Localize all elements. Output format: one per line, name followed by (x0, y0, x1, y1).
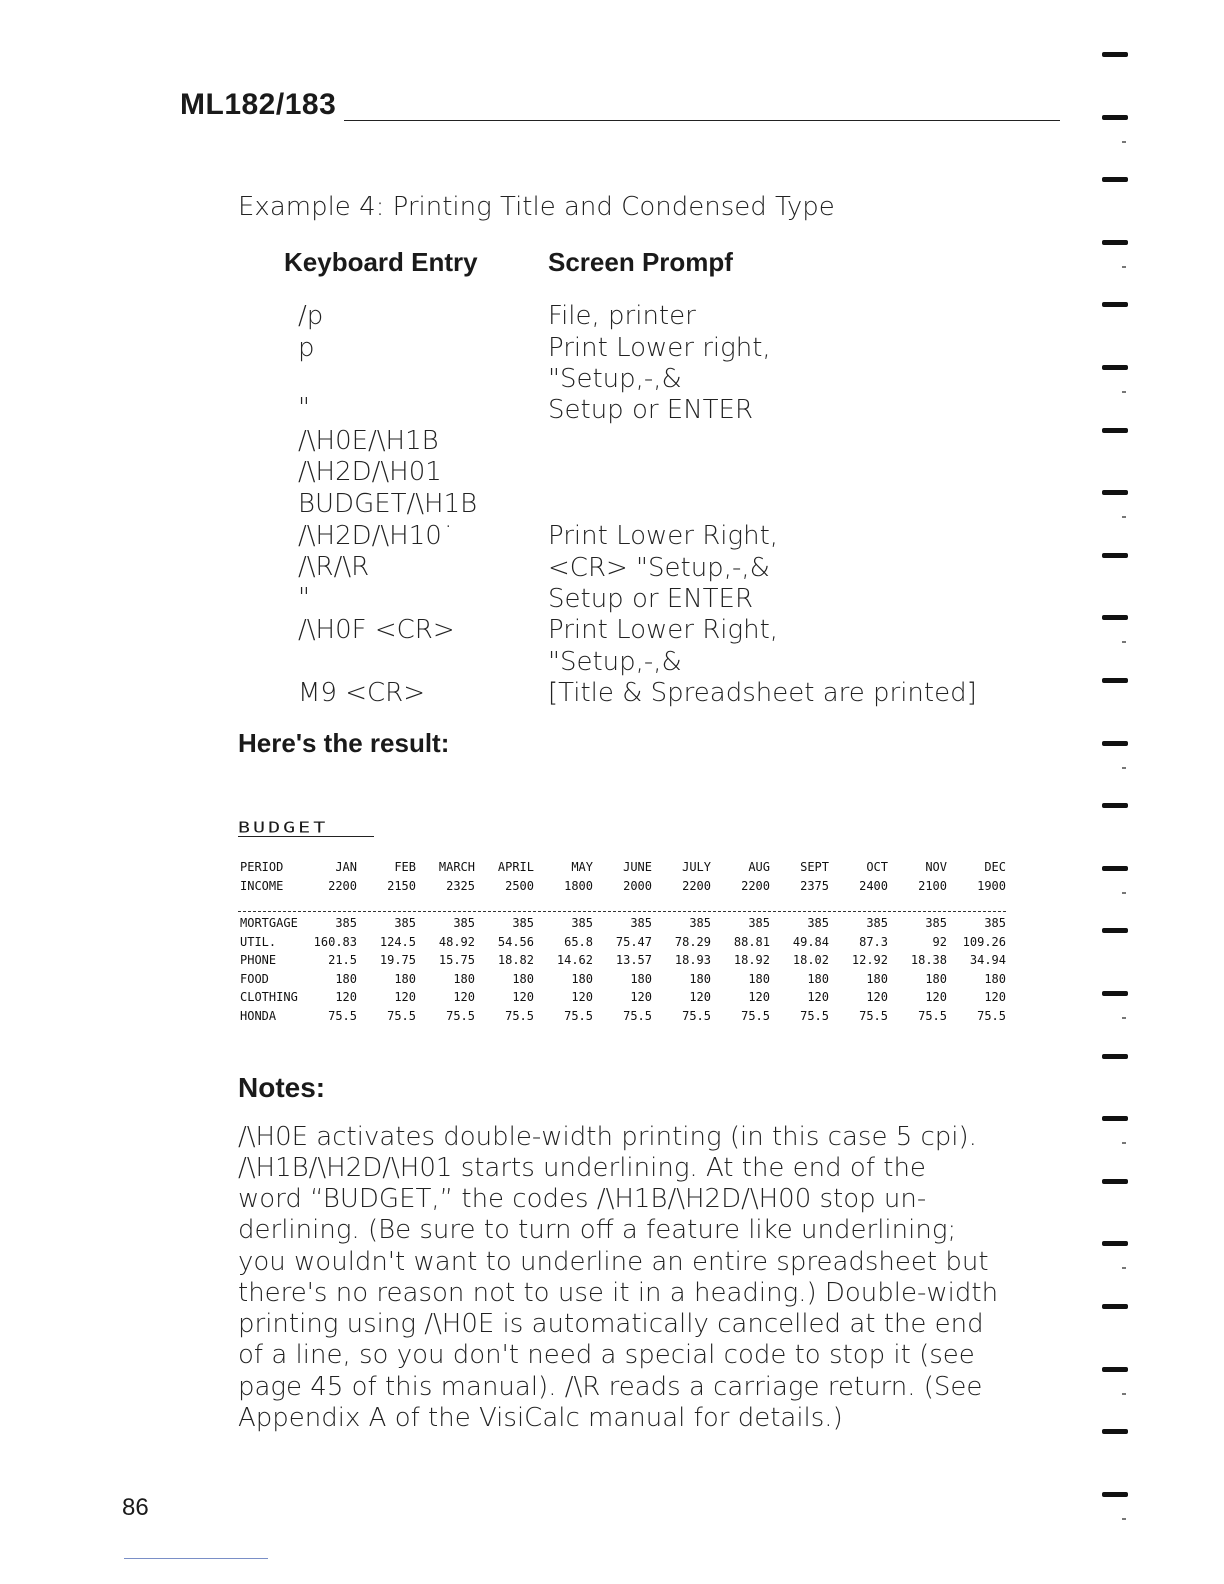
sheet-cell: 180 (453, 972, 475, 986)
sheet-cell: JULY (682, 860, 711, 874)
edge-mark (1102, 928, 1128, 933)
edge-dot (1122, 391, 1126, 393)
screen-prompt: "Setup,-,& (548, 364, 682, 394)
screen-prompt: <CR> "Setup,-,& (548, 553, 770, 583)
edge-mark (1102, 490, 1128, 495)
sheet-cell: 92 (932, 935, 947, 949)
sheet-cell: 2200 (682, 879, 711, 893)
keyboard-entry: /\R/\R (298, 552, 370, 582)
keyboard-entry: /\H2D/\H10˙ (298, 521, 455, 551)
sheet-cell: MARCH (438, 860, 475, 874)
sheet-cell: 385 (512, 916, 534, 930)
sheet-cell: 2500 (505, 879, 534, 893)
sheet-cell: 75.5 (387, 1009, 416, 1023)
edge-mark (1102, 115, 1128, 120)
sheet-cell: 49.84 (792, 935, 829, 949)
edge-dot (1122, 1017, 1126, 1019)
edge-dot (1122, 266, 1126, 268)
edge-mark (1102, 678, 1128, 683)
edge-mark (1102, 52, 1128, 57)
edge-dot (1122, 141, 1126, 143)
sheet-cell: 2325 (446, 879, 475, 893)
sheet-cell: 75.5 (564, 1009, 593, 1023)
edge-mark (1102, 991, 1128, 996)
sheet-cell: 1800 (564, 879, 593, 893)
sheet-cell: APRIL (497, 860, 534, 874)
edge-dot (1122, 1142, 1126, 1144)
sheet-cell: 18.02 (792, 953, 829, 967)
sheet-row-label: HONDA (240, 1009, 277, 1023)
sheet-cell: 120 (748, 990, 770, 1004)
sheet-row-label: MORTGAGE (240, 916, 298, 930)
screen-prompt: Print Lower Right, (548, 615, 779, 645)
notes-line: /\H1B/\H2D/\H01 starts underlining. At the end of the (238, 1153, 926, 1183)
sheet-cell: 180 (630, 972, 652, 986)
edge-mark (1102, 365, 1128, 370)
sheet-cell: 2150 (387, 879, 416, 893)
sheet-cell: 120 (335, 990, 357, 1004)
sheet-cell: 2100 (918, 879, 947, 893)
edge-dot (1122, 767, 1126, 769)
notes-line: you wouldn't want to underline an entire spreadsheet but (238, 1247, 989, 1277)
sheet-cell: OCT (866, 860, 888, 874)
edge-mark (1102, 615, 1128, 620)
sheet-row-label: UTIL. (240, 935, 277, 949)
result-label: Here's the result: (238, 728, 450, 758)
sheet-cell: 385 (335, 916, 357, 930)
edge-dot (1122, 1518, 1126, 1520)
sheet-cell: 120 (453, 990, 475, 1004)
edge-dot (1122, 1393, 1126, 1395)
notes-line: of a line, so you don't need a special code to stop it (see (238, 1340, 975, 1370)
footer-rule (124, 1558, 268, 1559)
sheet-row-label: CLOTHING (240, 990, 298, 1004)
notes-line: Appendix A of the VisiCalc manual for details.) (238, 1403, 843, 1433)
sheet-cell: 21.5 (328, 953, 357, 967)
running-header (180, 88, 1060, 128)
sheet-cell: DEC (984, 860, 1006, 874)
screen-prompt: "Setup,-,& (548, 647, 682, 677)
edge-mark (1102, 302, 1128, 307)
edge-mark (1102, 428, 1128, 433)
screen-prompt-heading: Screen Prompf (548, 247, 733, 277)
sheet-cell: 75.5 (328, 1009, 357, 1023)
sheet-cell: 385 (453, 916, 475, 930)
sheet-cell: 75.5 (505, 1009, 534, 1023)
sheet-cell: 180 (689, 972, 711, 986)
sheet-cell: NOV (925, 860, 947, 874)
sheet-cell: 120 (512, 990, 534, 1004)
keyboard-entry: " (298, 393, 310, 423)
header-rule (344, 120, 1060, 121)
sheet-cell: 385 (984, 916, 1006, 930)
sheet-cell: 54.56 (497, 935, 534, 949)
sheet-cell: 18.92 (733, 953, 770, 967)
sheet-cell: FEB (394, 860, 416, 874)
sheet-cell: 385 (394, 916, 416, 930)
sheet-cell: 385 (571, 916, 593, 930)
screen-prompt: [Title & Spreadsheet are printed] (548, 678, 977, 708)
keyboard-entry: M9 <CR> (298, 678, 426, 708)
sheet-cell: JUNE (623, 860, 652, 874)
sheet-cell: 19.75 (379, 953, 416, 967)
sheet-cell: 120 (394, 990, 416, 1004)
sheet-cell: 75.47 (615, 935, 652, 949)
notes-line: derlining. (Be sure to turn off a feature like underlining; (238, 1215, 957, 1245)
sheet-cell: 385 (689, 916, 711, 930)
sheet-cell: 18.82 (497, 953, 534, 967)
keyboard-entry: /\H2D/\H01 (298, 457, 442, 487)
sheet-row-label: PERIOD (240, 860, 284, 874)
printout-title: BUDGET (238, 818, 329, 836)
sheet-row-label: PHONE (240, 953, 277, 967)
edge-mark (1102, 1241, 1128, 1246)
sheet-cell: 120 (984, 990, 1006, 1004)
sheet-cell: 13.57 (615, 953, 652, 967)
sheet-cell: 88.81 (733, 935, 770, 949)
edge-mark (1102, 866, 1128, 871)
edge-dot (1122, 641, 1126, 643)
keyboard-entry: BUDGET/\H1B (298, 489, 478, 519)
sheet-cell: 120 (689, 990, 711, 1004)
keyboard-entry: /p (298, 301, 324, 331)
sheet-cell: 109.26 (962, 935, 1006, 949)
screen-prompt: Setup or ENTER (548, 395, 754, 425)
sheet-cell: 12.92 (851, 953, 888, 967)
sheet-cell: 180 (748, 972, 770, 986)
edge-mark (1102, 177, 1128, 182)
sheet-cell: 180 (571, 972, 593, 986)
keyboard-entry: /\H0F <CR> (298, 615, 455, 645)
sheet-cell: 48.92 (438, 935, 475, 949)
sheet-cell: 180 (984, 972, 1006, 986)
page-number: 86 (122, 1494, 149, 1521)
sheet-cell: 75.5 (859, 1009, 888, 1023)
sheet-cell: 385 (630, 916, 652, 930)
edge-mark (1102, 1492, 1128, 1497)
sheet-cell: 2000 (623, 879, 652, 893)
edge-mark (1102, 1179, 1128, 1184)
edge-mark (1102, 741, 1128, 746)
sheet-cell: 75.5 (682, 1009, 711, 1023)
sheet-cell: 120 (925, 990, 947, 1004)
sheet-row-label: FOOD (240, 972, 269, 986)
edge-mark (1102, 1367, 1128, 1372)
edge-mark (1102, 553, 1128, 558)
keyboard-entry-heading: Keyboard Entry (284, 247, 478, 277)
edge-mark (1102, 240, 1128, 245)
sheet-cell: 180 (512, 972, 534, 986)
edge-mark (1102, 1429, 1128, 1434)
sheet-cell: 2200 (328, 879, 357, 893)
sheet-cell: 180 (807, 972, 829, 986)
sheet-cell: 75.5 (623, 1009, 652, 1023)
sheet-cell: 18.93 (674, 953, 711, 967)
keyboard-entry: /\H0E/\H1B (298, 426, 439, 456)
edge-dot (1122, 1267, 1126, 1269)
notes-line: /\H0E activates double-width printing (in this case 5 cpi). (238, 1122, 977, 1152)
sheet-cell: 18.38 (910, 953, 947, 967)
sheet-cell: 78.29 (674, 935, 711, 949)
sheet-cell: 160.83 (313, 935, 357, 949)
sheet-cell: 75.5 (446, 1009, 475, 1023)
sheet-row-label: INCOME (240, 879, 284, 893)
sheet-cell: 385 (925, 916, 947, 930)
sheet-cell: 34.94 (969, 953, 1006, 967)
printout-title-underline (238, 836, 374, 837)
edge-mark (1102, 803, 1128, 808)
sheet-cell: MAY (571, 860, 593, 874)
notes-heading: Notes: (238, 1072, 326, 1103)
sheet-cell: SEPT (800, 860, 829, 874)
screen-prompt: Print Lower right, (548, 333, 771, 363)
printout-dashed-rule (238, 911, 1006, 912)
sheet-cell: 120 (630, 990, 652, 1004)
sheet-cell: 180 (925, 972, 947, 986)
notes-line: page 45 of this manual). /\R reads a carriage return. (See (238, 1372, 983, 1402)
screen-prompt: Print Lower Right, (548, 521, 779, 551)
sheet-cell: 75.5 (977, 1009, 1006, 1023)
sheet-cell: 385 (748, 916, 770, 930)
sheet-cell: 14.62 (556, 953, 593, 967)
sheet-cell: 120 (866, 990, 888, 1004)
sheet-cell: 15.75 (438, 953, 475, 967)
sheet-cell: 75.5 (741, 1009, 770, 1023)
sheet-cell: 124.5 (379, 935, 416, 949)
sheet-cell: 120 (571, 990, 593, 1004)
sheet-cell: 2400 (859, 879, 888, 893)
keyboard-entry: " (298, 583, 310, 613)
sheet-cell: 65.8 (564, 935, 593, 949)
notes-line: word “BUDGET,” the codes /\H1B/\H2D/\H00 stop un- (238, 1184, 927, 1214)
sheet-cell: 385 (866, 916, 888, 930)
screen-prompt: File, printer (548, 301, 696, 331)
sheet-cell: 75.5 (918, 1009, 947, 1023)
edge-mark (1102, 1304, 1128, 1309)
keyboard-entry: p (298, 333, 315, 363)
sheet-cell: 87.3 (859, 935, 888, 949)
edge-dot (1122, 516, 1126, 518)
header-title: ML182/183 (180, 88, 337, 121)
sheet-cell: 180 (866, 972, 888, 986)
example-title: Example 4: Printing Title and Condensed Type (238, 192, 835, 222)
sheet-cell: JAN (335, 860, 357, 874)
sheet-cell: 2375 (800, 879, 829, 893)
sheet-cell: 180 (335, 972, 357, 986)
edge-dot (1122, 892, 1126, 894)
screen-prompt: Setup or ENTER (548, 584, 754, 614)
sheet-cell: 75.5 (800, 1009, 829, 1023)
sheet-cell: 180 (394, 972, 416, 986)
sheet-cell: AUG (748, 860, 770, 874)
sheet-cell: 385 (807, 916, 829, 930)
sheet-cell: 120 (807, 990, 829, 1004)
notes-line: there's no reason not to use it in a heading.) Double-width (238, 1278, 999, 1308)
sheet-cell: 1900 (977, 879, 1006, 893)
notes-line: printing using /\H0E is automatically cancelled at the end (238, 1309, 984, 1339)
edge-mark (1102, 1054, 1128, 1059)
sheet-cell: 2200 (741, 879, 770, 893)
edge-mark (1102, 1116, 1128, 1121)
